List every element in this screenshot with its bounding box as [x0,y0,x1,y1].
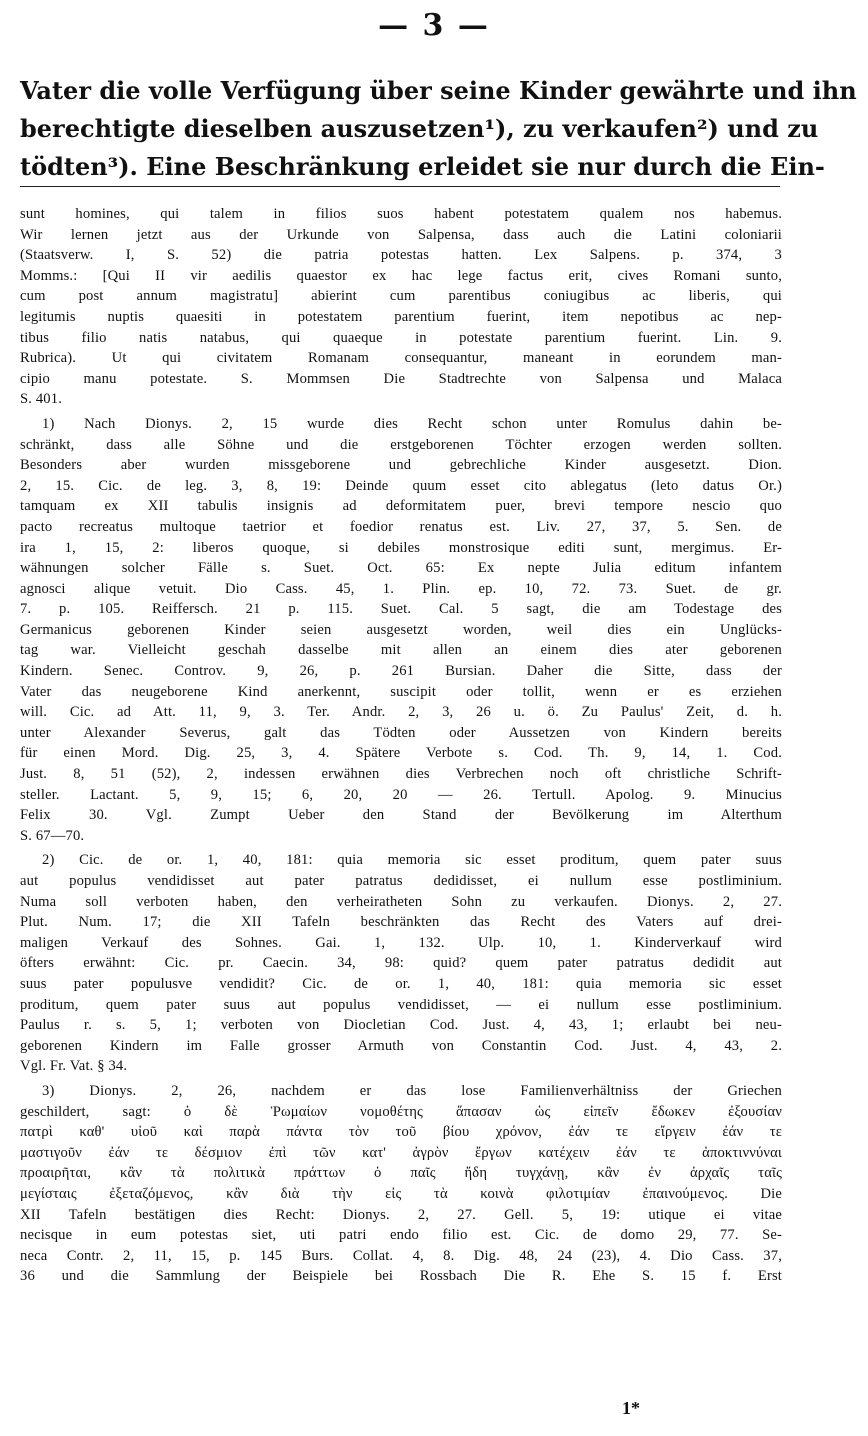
page-number: — 3 — [378,8,490,43]
footnote-line: Wir lernen jetzt aus der Urkunde von Salpensa, dass auch die Latini coloniarii [20,226,782,243]
footnote-line: proditum, quem pater suus aut populus vendidisset, — ei nullum esse postliminium. [20,996,782,1013]
footnote-line: 2, 15. Cic. de leg. 3, 8, 19: Deinde quum esset cito ablegatus (leto datus Or.) [20,477,782,494]
footnote-line: unter Alexander Severus, galt das Tödten oder Aussetzen von Kindern bereits [20,724,782,741]
footnote-line: S. 67—70. [20,827,85,844]
footnote-line: öfters erwähnt: Cic. pr. Caecin. 34, 98: quid? quem pater patratus dedidit aut [20,955,782,972]
main-text-line: berechtigte dieselben auszusetzen¹), zu verkaufen²) und zu [20,114,819,143]
footnote-line: ira 1, 15, 2: liberos quoque, si debiles monstrosique editi sunt, mergimus. Er- [20,539,782,556]
footnote-line: Plut. Num. 17; die XII Tafeln beschränkten das Recht des Vaters auf drei- [20,914,782,931]
footnote-line: Numa soll verboten haben, den verheiratheten Sohn zu verkaufen. Dionys. 2, 27. [20,893,782,910]
footnote-line: Felix 30. Vgl. Zumpt Ueber den Stand der Bevölkerung im Alterthum [20,807,782,824]
footnote-line: neca Contr. 2, 11, 15, p. 145 Burs. Collat. 4, 8. Dig. 48, 24 (23), 4. Dio Cass. 37, [20,1247,782,1264]
footnote-line: sunt homines, qui talem in filios suos habent potestatem qualem nos habemus. [20,206,782,222]
footnote-line: (Staatsverw. I, S. 52) die patria potestas hatten. Lex Salpens. p. 374, 3 [20,247,782,264]
footnote-line: 7. p. 105. Reiffersch. 21 p. 115. Suet. Cal. 5 sagt, die am Todestage des [20,601,782,618]
footnote-line: Kindern. Senec. Controv. 9, 26, p. 261 Bursian. Daher die Sitte, dass der [20,663,782,680]
main-text [20,72,857,186]
footnote-line: Germanicus geborenen Kinder seien ausgesetzt worden, weil dies ein Unglücks- [20,621,782,638]
footnote-line: 2) Cic. de or. 1, 40, 181: quia memoria sic esset proditum, quem pater suus [42,852,782,869]
footnote-line: agnosci alique vetuit. Dio Cass. 45, 1. Plin. ep. 10, 72. 73. Suet. de gr. [20,580,782,597]
footnote-line: μεγίσταις ἐξεταζόμενος, κἂν διὰ τὴν εἰς τὰ κοινὰ φιλοτιμίαν ἐπαινούμενος. Die [20,1185,782,1202]
footnote-line: tamquam ex XII tabulis insignis ad deformitatem puer, brevi tempore nescio quo [20,498,782,515]
footnote-line: Vgl. Fr. Vat. § 34. [20,1058,128,1075]
footnote-separator [20,186,780,187]
footnote-line: 3) Dionys. 2, 26, nachdem er das lose Familienverhältniss der Griechen [42,1082,782,1099]
footnote-line: schränkt, dass alle Söhne und die erstgeborenen Töchter erzogen werden sollten. [20,436,782,453]
footnote-line: maligen Verkauf des Sohnes. Gai. 1, 132. Ulp. 10, 1. Kinderverkauf wird [20,934,782,951]
footnote-line: geschildert, sagt: ὁ δὲ Ῥωμαίων νομοθέτης ἅπασαν ὡς εἰπεῖν ἔδωκεν ἐξουσίαν [20,1103,782,1120]
main-text-line: Vater die volle Verfügung über seine Kinder gewährte und ihn [20,76,857,105]
footnote-line: Vater das neugeborene Kind anerkennt, suscipit oder tollit, wenn er es erziehen [20,683,782,700]
footnotes [20,204,782,1287]
footnote-line: cipio manu potestate. S. Mommsen Die Stadtrechte von Salpensa und Malaca [20,370,782,387]
footnote-line: XII Tafeln bestätigen dies Recht: Dionys. 2, 27. Gell. 5, 19: utique ei vitae [20,1206,782,1223]
main-text-line: tödten³). Eine Beschränkung erleidet sie nur durch die Ein- [20,152,825,181]
footnote-line: Besonders aber wurden missgeborene und gebrechliche Kinder ausgesetzt. Dion. [20,457,782,474]
footnote-line: steller. Lactant. 5, 9, 15; 6, 20, 20 — 26. Tertull. Apolog. 9. Minucius [20,786,782,803]
footnote-line: wähnungen solcher Fälle s. Suet. Oct. 65: Ex nepte Julia editum infantem [20,560,782,577]
footnote-line: cum post annum magistratu] abierint cum parentibus coniugibus ac liberis, qui [20,288,782,305]
footnote-line: legitumis nuptis quaesiti in potestatem parentium fuerint, item nepotibus ac nep- [20,308,782,325]
footnote-line: Momms.: [Qui II vir aedilis quaestor ex hac lege factus erit, cives Romani sunto, [20,267,782,284]
footnote-line: S. 401. [20,391,63,408]
footnote-line: Just. 8, 51 (52), 2, indessen erwähnen dies Verbrechen noch oft christliche Schrift- [20,766,782,783]
footnote-line: geborenen Kindern im Falle grosser Armuth von Constantin Cod. Just. 4, 43, 2. [20,1037,782,1054]
footnote-line: tag war. Vielleicht geschah dasselbe mit allen an einem dies ater geborenen [20,642,782,659]
footnote-line: will. Cic. ad Att. 11, 9, 3. Ter. Andr. 2, 3, 26 u. ö. Zu Paulus' Zeit, d. h. [20,704,782,721]
footnote-line: 36 und die Sammlung der Beispiele bei Rossbach Die R. Ehe S. 15 f. Erst [20,1268,782,1285]
footnote-line: pacto recreatus multoque taetrior et foedior renatus est. Liv. 27, 37, 5. Sen. de [20,518,782,535]
footnote-line: προαιρῆται, κἂν τὰ πολιτικὰ πράττων ὁ παῖς ἤδη τυγχάνῃ, κἂν ἐν ἀρχαῖς ταῖς [20,1165,782,1182]
footnote-line: μαστιγοῦν ἐάν τε δέσμιον ἐπὶ τῶν κατ' ἀγρὸν ἔργων κατέχειν ἐάν τε ἀποκτιννύναι [20,1144,782,1161]
footnote-line: aut populus vendidisset aut pater patratus dedidisset, ei nullum esse postliminium. [20,873,782,889]
footnote-line: Rubrica). Ut qui civitatem Romanam consequantur, maneant in eorundem man- [20,350,782,367]
footnote-line: tibus filio natis natabus, qui quaeque in potestate parentium fuerint. Lin. 9. [20,329,782,346]
footnote-line: suus pater populusve vendidit? Cic. de or. 1, 40, 181: quia memoria sic esset [20,975,782,992]
footnote-line: 1) Nach Dionys. 2, 15 wurde dies Recht schon unter Romulus dahin be- [42,415,782,432]
footnote-line: Paulus r. s. 5, 1; verboten von Diocletian Cod. Just. 4, 43, 1; erlaubt bei neu- [20,1017,782,1034]
footnote-line: πατρὶ καθ' υἱοῦ καὶ παρὰ πάντα τὸν τοῦ βίου χρόνον, ἐάν τε εἴργειν ἐάν τε [20,1124,782,1141]
footnote-line: für einen Mord. Dig. 25, 3, 4. Spätere Verbote s. Cod. Th. 9, 14, 1. Cod. [20,745,782,762]
footnote-line: necisque in eum potestas siet, uti patri endo filio est. Cic. de domo 29, 77. Se- [20,1227,782,1244]
signature-mark: 1* [622,1398,640,1418]
